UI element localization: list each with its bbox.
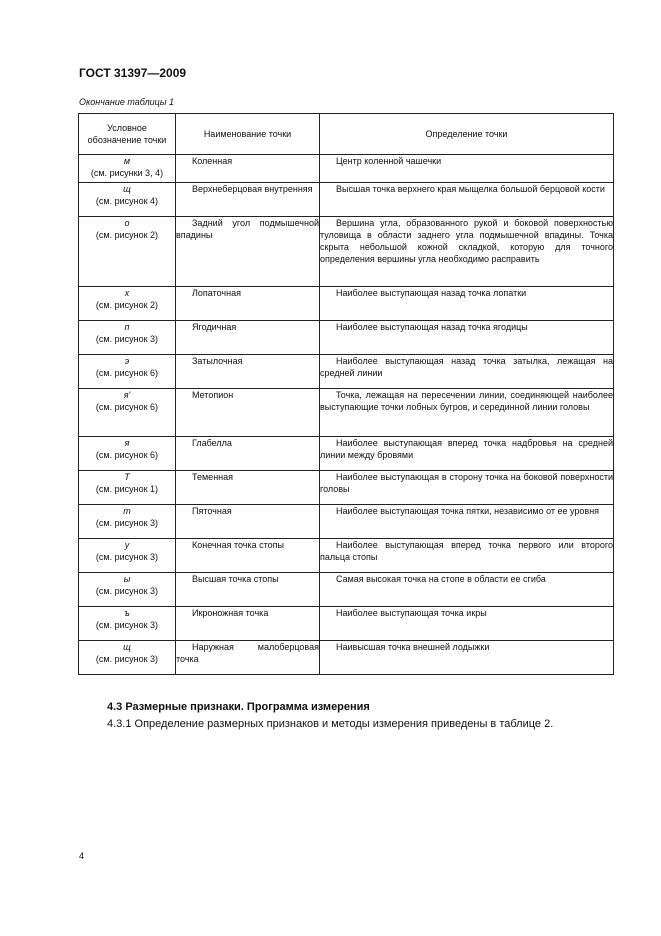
- cell-definition: Наиболее выступающая точка пятки, независимо от ее уровня: [320, 505, 614, 539]
- document-header: ГОСТ 31397—2009: [79, 66, 187, 80]
- cell-symbol: п (см. рисунок 3): [79, 321, 176, 355]
- cell-symbol: ы (см. рисунок 3): [79, 573, 176, 607]
- cell-definition: Вершина угла, образованного рукой и боковой поверхностью туловища в области заднего угла подмышечной впадины. Точка скрыта небольшой кожной складкой, которую для точного определения вершины угла необходимо расправить: [320, 217, 614, 287]
- cell-definition: Наиболее выступающая вперед точка надбровья на средней линии между бровями: [320, 437, 614, 471]
- cell-definition: Наиболее выступающая назад точка ягодицы: [320, 321, 614, 355]
- cell-definition: Высшая точка верхнего края мыщелка большой берцовой кости: [320, 183, 614, 217]
- column-header-symbol: Условное обозначение точки: [79, 114, 176, 155]
- cell-definition: Центр коленной чашечки: [320, 155, 614, 183]
- table-row: [79, 321, 614, 355]
- cell-symbol: ъ (см. рисунок 3): [79, 607, 176, 641]
- table-row: [79, 389, 614, 437]
- cell-name: Теменная: [176, 471, 320, 505]
- cell-definition: Наиболее выступающая точка икры: [320, 607, 614, 641]
- cell-symbol: у (см. рисунок 3): [79, 539, 176, 573]
- table-row: [79, 505, 614, 539]
- cell-symbol: э (см. рисунок 6): [79, 355, 176, 389]
- cell-symbol: щ (см. рисунок 4): [79, 183, 176, 217]
- cell-definition: Наивысшая точка внешней лодыжки: [320, 641, 614, 675]
- cell-name: Лопаточная: [176, 287, 320, 321]
- table-row: [79, 155, 614, 183]
- cell-name: Верхнеберцовая внутренняя: [176, 183, 320, 217]
- table-row: [79, 471, 614, 505]
- table-row: [79, 437, 614, 471]
- cell-name: Ягодичная: [176, 321, 320, 355]
- cell-definition: Самая высокая точка на стопе в области ее сгиба: [320, 573, 614, 607]
- cell-definition: Наиболее выступающая в сторону точка на боковой поверхности головы: [320, 471, 614, 505]
- cell-name: Задний угол подмышечной впадины: [176, 217, 320, 287]
- table-caption: Окончание таблицы 1: [79, 97, 174, 107]
- column-header-name: Наименование точки: [176, 114, 320, 155]
- cell-name: Икроножная точка: [176, 607, 320, 641]
- table-row: [79, 641, 614, 675]
- cell-definition: Наиболее выступающая назад точка затылка, лежащая на средней линии: [320, 355, 614, 389]
- table-row: [79, 287, 614, 321]
- cell-symbol: я' (см. рисунок 6): [79, 389, 176, 437]
- column-header-definition: Определение точки: [320, 114, 614, 155]
- cell-name: Высшая точка стопы: [176, 573, 320, 607]
- cell-symbol: х (см. рисунок 2): [79, 287, 176, 321]
- cell-symbol: о (см. рисунок 2): [79, 217, 176, 287]
- cell-name: Наружная малоберцовая точка: [176, 641, 320, 675]
- table-header-row: [79, 114, 614, 155]
- table-row: [79, 355, 614, 389]
- table-row: [79, 573, 614, 607]
- cell-name: Конечная точка стопы: [176, 539, 320, 573]
- cell-symbol: я (см. рисунок 6): [79, 437, 176, 471]
- table-row: [79, 539, 614, 573]
- cell-name: Глабелла: [176, 437, 320, 471]
- table-row: [79, 607, 614, 641]
- section-heading: 4.3 Размерные признаки. Программа измерения: [107, 701, 370, 713]
- points-table: [78, 113, 614, 675]
- cell-definition: Наиболее выступающая назад точка лопатки: [320, 287, 614, 321]
- page-number: 4: [79, 851, 85, 861]
- table-row: [79, 217, 614, 287]
- cell-name: Затылочная: [176, 355, 320, 389]
- cell-symbol: м (см. рисунки 3, 4): [79, 155, 176, 183]
- cell-name: Коленная: [176, 155, 320, 183]
- cell-symbol: т (см. рисунок 3): [79, 505, 176, 539]
- cell-definition: Точка, лежащая на пересечении линии, соединяющей наиболее выступающие точки лобных бугров, и серединной линии головы: [320, 389, 614, 437]
- cell-symbol: Т (см. рисунок 1): [79, 471, 176, 505]
- cell-name: Пяточная: [176, 505, 320, 539]
- subsection-text: 4.3.1 Определение размерных признаков и методы измерения приведены в таблице 2.: [107, 718, 554, 730]
- cell-name: Метопион: [176, 389, 320, 437]
- cell-definition: Наиболее выступающая вперед точка первого или второго пальца стопы: [320, 539, 614, 573]
- table-row: [79, 183, 614, 217]
- cell-symbol: щ (см. рисунок 3): [79, 641, 176, 675]
